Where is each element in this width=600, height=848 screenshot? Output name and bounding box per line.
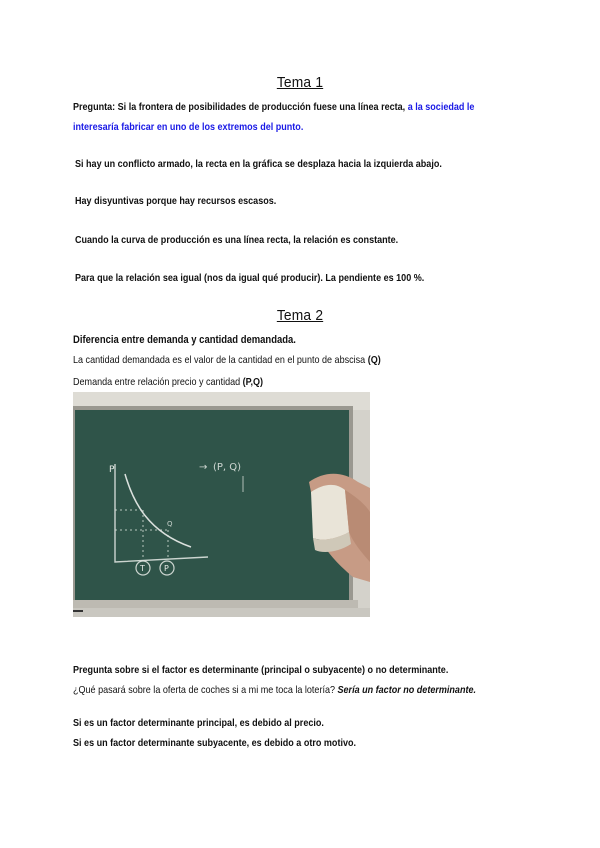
statement-principal: Si es un factor determinante principal, es debido al precio. [73, 717, 324, 729]
line-bold: (Q) [367, 354, 381, 366]
paragraph-conflict: Si hay un conflicto armado, la recta en la gráfica se desplaza hacia la izquierda abajo. [75, 158, 442, 170]
section-title-tema-2: Tema 2 [276, 307, 324, 324]
blackboard-photo [73, 392, 370, 617]
board-label-q: Q [167, 520, 173, 528]
paragraph-disyuntivas: Hay disyuntivas porque hay recursos escasos. [75, 195, 277, 207]
question-text: Pregunta: Si la frontera de posibilidades de producción fuese una línea recta, [73, 101, 406, 113]
line-demanda [73, 372, 469, 392]
board-label-p-circled: P [164, 564, 169, 573]
question-loteria [73, 680, 537, 700]
question-line-1 [73, 97, 520, 117]
question-highlight-1: a la sociedad le [407, 101, 475, 113]
blackboard-photo-svg [73, 392, 370, 617]
line-text: ¿Qué pasará sobre la oferta de coches si a mi me toca la lotería? [73, 684, 338, 696]
line-text: Demanda entre relación precio y cantidad [73, 376, 243, 388]
paragraph-pendiente: Para que la relación sea igual (nos da igual qué producir). La pendiente es 100 %. [75, 272, 425, 284]
board-label-t: T [140, 564, 145, 573]
statement-subyacente: Si es un factor determinante subyacente, es debido a otro motivo. [73, 737, 357, 749]
tema2-heading: Diferencia entre demanda y cantidad demandada. [73, 334, 296, 346]
board-label-pq: (P, Q) [213, 462, 242, 473]
line-text: La cantidad demandada es el valor de la cantidad en el punto de abscisa [73, 354, 368, 366]
line-cantidad-demandada [73, 350, 469, 370]
question-factor: Pregunta sobre si el factor es determinante (principal o subyacente) o no determinante. [73, 664, 449, 676]
question-highlight-2: interesaría fabricar en uno de los extremos del punto. [73, 121, 304, 133]
section-title-tema-1: Tema 1 [276, 74, 324, 91]
line-emphasis: Sería un factor no determinante. [337, 684, 477, 696]
paragraph-relacion-constante: Cuando la curva de producción es una línea recta, la relación es constante. [75, 234, 399, 246]
line-bold: (P,Q) [242, 376, 264, 388]
board-label-p: P [109, 465, 115, 475]
board-arrow: → [199, 462, 208, 473]
